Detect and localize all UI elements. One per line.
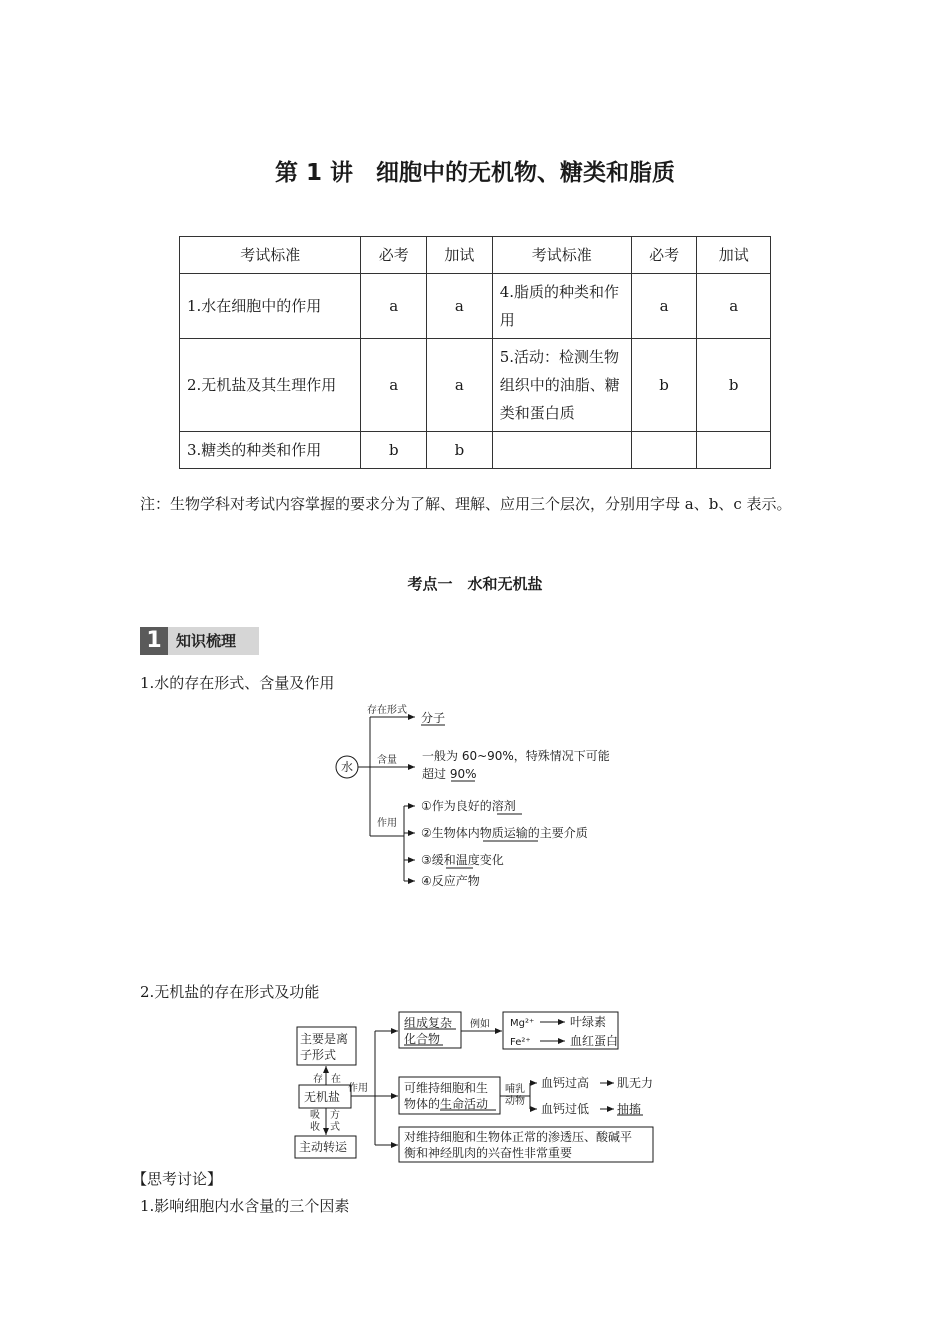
calcium-high: 血钙过高 — [541, 1076, 590, 1090]
mode-label: 式 — [330, 1122, 340, 1133]
badge-label: 知识梳理 — [176, 632, 237, 650]
table-cell: a — [361, 339, 427, 432]
table-header: 必考 — [361, 237, 427, 274]
exist-label: 在 — [331, 1074, 341, 1085]
table-cell: b — [631, 339, 697, 432]
salt-label: 无机盐 — [304, 1090, 341, 1104]
branch-label: 含量 — [377, 755, 397, 766]
mammal-label: 哺乳 — [505, 1084, 525, 1095]
content-line-2 — [422, 766, 477, 781]
question-1: 1.影响细胞内水含量的三个因素 — [140, 1197, 350, 1215]
heading-salt: 2.无机盐的存在形式及功能 — [140, 983, 320, 1001]
water-label: 水 — [340, 760, 354, 774]
function-3-text: 对维持细胞和生物体正常的渗透压、酸碱平 — [404, 1130, 633, 1144]
mammal-label: 动物 — [505, 1096, 525, 1107]
function-1-text: 化合物 — [404, 1032, 441, 1046]
mode-label: 方 — [330, 1110, 340, 1121]
table-cell: a — [361, 274, 427, 339]
form-text: 主要是离 — [300, 1032, 349, 1046]
table-header: 加试 — [697, 237, 771, 274]
table-cell: a — [697, 274, 771, 339]
function-2-text: 物体的生命活动 — [404, 1097, 489, 1111]
role-item: ②生物体内物质运输的主要介质 — [421, 826, 588, 840]
function-label: 作用 — [348, 1083, 368, 1094]
form-text: 子形式 — [300, 1048, 337, 1062]
mg-result: 叶绿素 — [570, 1015, 607, 1029]
table-header: 考试标准 — [492, 237, 631, 274]
table-cell: a — [631, 274, 697, 339]
table-cell: 1.水在细胞中的作用 — [180, 274, 361, 339]
example-label: 例如 — [470, 1019, 490, 1030]
table-cell: b — [697, 339, 771, 432]
calcium-low: 血钙过低 — [541, 1102, 590, 1116]
calcium-low-result: 抽搐 — [617, 1102, 642, 1116]
fe-result: 血红蛋白 — [570, 1034, 619, 1048]
table-cell: b — [361, 432, 427, 469]
discussion-heading: 【思考讨论】 — [132, 1170, 223, 1188]
content-key: 90% — [449, 767, 477, 781]
heading-water: 1.水的存在形式、含量及作用 — [140, 674, 335, 692]
branch-label: 作用 — [377, 818, 397, 829]
table-cell: 5.活动：检测生物组织中的油脂、糖类和蛋白质 — [492, 339, 631, 432]
section-title: 考点一 水和无机盐 — [407, 575, 543, 593]
table-cell: 2.无机盐及其生理作用 — [180, 339, 361, 432]
fe-ion: Fe²⁺ — [510, 1037, 531, 1048]
table-cell: a — [427, 274, 493, 339]
badge-number: 1 — [140, 627, 168, 655]
role-item: ④反应产物 — [421, 874, 480, 888]
table-header: 加试 — [427, 237, 493, 274]
transport-label: 主动转运 — [299, 1140, 348, 1154]
branch-label: 存在形式 — [367, 705, 407, 716]
content-line: 一般为 60~90%，特殊情况下可能 — [422, 749, 610, 763]
table-cell: b — [427, 432, 493, 469]
content-prefix: 超过 — [422, 767, 450, 781]
exist-label: 存 — [313, 1074, 323, 1085]
table-header: 必考 — [631, 237, 697, 274]
grading-note: 注：生物学科对考试内容掌握的要求分为了解、理解、应用三个层次，分别用字母 a、b、c 表示。 — [140, 495, 792, 513]
function-1-text: 组成复杂 — [404, 1016, 453, 1030]
table-cell: 4.脂质的种类和作用 — [492, 274, 631, 339]
page-title: 第 1 讲 细胞中的无机物、糖类和脂质 — [274, 160, 676, 186]
function-3-text: 衡和神经肌肉的兴奋性非常重要 — [404, 1146, 573, 1160]
function-2-text: 可维持细胞和生 — [404, 1081, 489, 1095]
role-item: ③缓和温度变化 — [421, 853, 504, 867]
form-value: 分子 — [421, 711, 446, 725]
table-header: 考试标准 — [180, 237, 361, 274]
table-cell: a — [427, 339, 493, 432]
absorb-label: 吸 — [310, 1110, 320, 1121]
role-item: ①作为良好的溶剂 — [421, 799, 516, 813]
calcium-high-result: 肌无力 — [617, 1076, 654, 1090]
table-cell: 3.糖类的种类和作用 — [180, 432, 361, 469]
mg-ion: Mg²⁺ — [510, 1018, 535, 1029]
absorb-label: 收 — [310, 1122, 320, 1133]
